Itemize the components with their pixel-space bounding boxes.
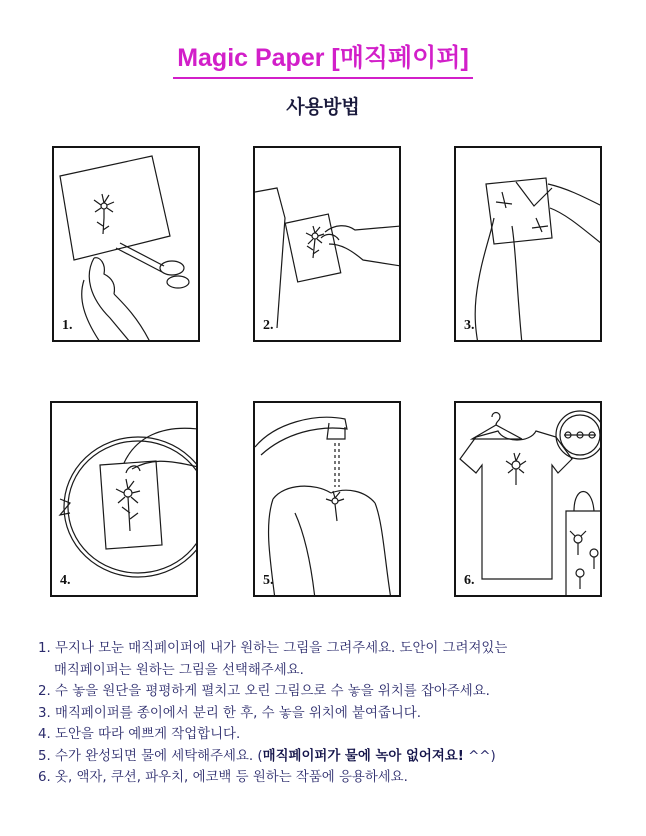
- page-title: [0, 38, 646, 79]
- instruction-list: [38, 638, 638, 789]
- step-2-illustration: [253, 146, 401, 342]
- instruction-text: ^^): [463, 748, 496, 764]
- flower-drawing-icon: [506, 453, 526, 485]
- step-number: 1.: [62, 318, 73, 333]
- flower-drawing-icon: [94, 194, 114, 234]
- instruction-item: 4. 도안을 따라 예쁘게 작업합니다.: [38, 727, 241, 742]
- embroidery-hoop-illustration: [52, 403, 198, 597]
- hanger-icon: [472, 413, 522, 440]
- instruction-emphasis: 매직페이퍼가 물에 녹아 없어져요!: [262, 748, 464, 764]
- finished-items-illustration: [456, 403, 602, 597]
- step-3-illustration: [454, 146, 602, 342]
- step-number: 6.: [464, 573, 475, 588]
- instruction-item: 6. 옷, 액자, 쿠션, 파우치, 에코백 등 원하는 작품에 응용하세요.: [38, 770, 408, 785]
- tshirt-icon: [460, 431, 572, 579]
- flower-drawing-icon: [116, 479, 140, 531]
- step-4-illustration: [50, 401, 198, 597]
- flower-drawing-icon: [570, 531, 598, 589]
- step-5-illustration: [253, 401, 401, 597]
- instruction-item: 2. 수 놓을 원단을 평평하게 펼치고 오린 그림으로 수 놓을 위치를 잡아주세요.: [38, 684, 490, 699]
- instruction-item: [38, 746, 638, 768]
- step-6-illustration: [454, 401, 602, 597]
- flower-drawing-icon: [306, 226, 324, 258]
- step-number: 3.: [464, 318, 475, 333]
- placing-paper-illustration: [255, 148, 401, 342]
- instruction-item: 1. 무지나 모눈 매직페이퍼에 내가 원하는 그림을 그려주세요. 도안이 그려져있는: [38, 641, 508, 656]
- instruction-item-continuation: 매직페이퍼는 원하는 그림을 선택해주세요.: [54, 662, 304, 678]
- instruction-text: 5. 수가 완성되면 물에 세탁해주세요. (: [38, 748, 263, 764]
- tote-bag-icon: [566, 492, 602, 598]
- step-number: 5.: [263, 573, 274, 588]
- flower-drawing-icon: [326, 491, 344, 521]
- peeling-paper-illustration: [456, 148, 602, 342]
- step-1-illustration: [52, 146, 200, 342]
- step-number: 4.: [60, 573, 71, 588]
- cutting-scissors-illustration: [54, 148, 200, 342]
- page-subtitle: 사용방법: [286, 96, 360, 118]
- instruction-item: 3. 매직페이퍼를 종이에서 분리 한 후, 수 놓을 위치에 붙여줍니다.: [38, 705, 421, 721]
- frame-hoop-icon: [556, 411, 602, 459]
- step-number: 2.: [263, 318, 274, 333]
- washing-illustration: [255, 403, 401, 597]
- title-text: Magic Paper [매직페이퍼]: [173, 38, 473, 79]
